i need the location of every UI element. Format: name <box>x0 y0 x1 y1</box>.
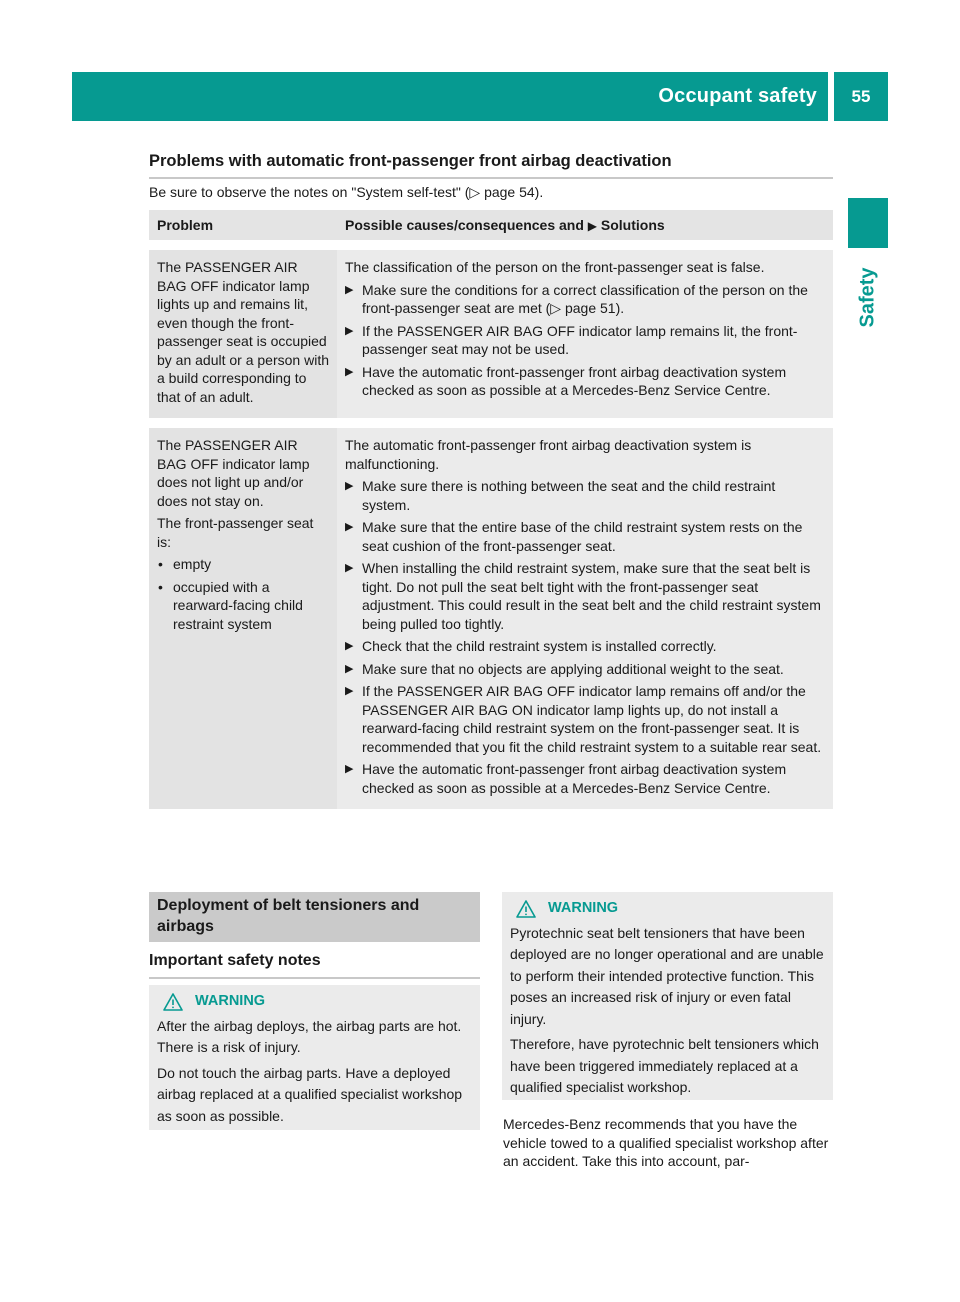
side-tab-marker <box>848 198 888 248</box>
solution-step <box>345 518 827 555</box>
solution-step <box>345 477 827 514</box>
arrow-right-icon: ▶ <box>345 763 354 775</box>
warning-text: Pyrotechnic seat belt tensioners that have been deployed are no longer operational and are unable to perform their intended protective function. This poses an increased risk of injury or even fatal injury. <box>510 924 824 1027</box>
solution-step <box>345 363 827 400</box>
towing-recommendation-text: Mercedes-Benz recommends that you have the vehicle towed to a qualified specialist workshop after an accident. Take this into account, par- <box>503 1116 829 1169</box>
cause-text: The automatic front-passenger front airbag deactivation system is malfunctioning. <box>345 437 752 472</box>
arrow-right-icon: ▶ <box>345 685 354 697</box>
section-title: Problems with automatic front-passenger front airbag deactivation <box>149 152 833 179</box>
solution-step <box>345 760 827 797</box>
list-item <box>157 578 331 634</box>
column-header-problem: Problem <box>157 217 214 233</box>
arrow-right-icon: ▶ <box>345 562 354 574</box>
step-text: Make sure that the entire base of the child restraint system rests on the seat cushion of the front-passenger seat. <box>362 519 803 554</box>
arrow-right-icon: ▶ <box>345 662 354 675</box>
solution-step <box>345 637 827 656</box>
causes-cell <box>337 428 833 809</box>
solution-step <box>345 682 827 756</box>
warning-triangle-icon <box>516 900 536 918</box>
side-tab-label: Safety <box>856 266 879 328</box>
table-row <box>149 250 833 418</box>
bullet-text: empty <box>173 556 212 572</box>
warning-triangle-icon <box>163 993 183 1011</box>
column-header-solutions-text: Solutions <box>600 217 665 233</box>
problems-table <box>149 210 833 809</box>
arrow-right-icon: ▶ <box>345 324 354 337</box>
bullet-text: occupied with a rearward-facing child restraint system <box>173 578 303 632</box>
warning-label: WARNING <box>195 993 266 1009</box>
step-text: Check that the child restraint system is installed correctly. <box>362 638 717 654</box>
header-bar <box>72 72 830 121</box>
column-header-causes <box>337 217 833 233</box>
arrow-right-icon: ▶ <box>345 640 354 652</box>
warning-text: After the airbag deploys, the airbag parts are hot. There is a risk of injury. <box>157 1017 462 1055</box>
arrow-right-icon: ▶ <box>345 521 354 533</box>
solution-step <box>345 559 827 633</box>
page-number-box <box>834 72 888 121</box>
warning-text: Therefore, have pyrotechnic belt tensioners which have been triggered immediately replaced at a qualified specialist workshop. <box>510 1036 819 1095</box>
solution-step <box>345 322 827 359</box>
cause-text: The classification of the person on the front-passenger seat is false. <box>345 259 765 275</box>
arrow-right-icon: ▶ <box>587 219 598 233</box>
causes-cell <box>337 250 833 418</box>
step-text: Have the automatic front-passenger front airbag deactivation system checked as soon as possible at a Mercedes-Benz Service Centre. <box>362 363 787 398</box>
warning-heading <box>510 898 825 920</box>
arrow-right-icon: ▶ <box>345 365 354 378</box>
step-text: Have the automatic front-passenger front airbag deactivation system checked as soon as possible at a Mercedes-Benz Service Centre. <box>362 761 787 796</box>
step-text: Make sure that no objects are applying additional weight to the seat. <box>362 660 784 677</box>
problem-extra-text: The front-passenger seat is: <box>157 515 314 550</box>
warning-heading <box>157 991 472 1013</box>
list-item <box>157 555 331 574</box>
header-divider <box>828 72 830 121</box>
step-text: If the PASSENGER AIR BAG OFF indicator lamp remains off and/or the PASSENGER AIR BAG ON indicator lamp lights up, do not install a rearward-facing child restraint system on the front-passenger seat. It is recommended that you fit the child restraint system to a suitable rear seat. <box>362 683 822 755</box>
step-text: If the PASSENGER AIR BAG OFF indicator lamp remains lit, the front-passenger seat may not be used. <box>362 322 798 357</box>
table-row <box>149 428 833 809</box>
warning-text: Do not touch the airbag parts. Have a deployed airbag replaced at a qualified specialist workshop as soon as possible. <box>157 1064 463 1124</box>
intro-text: Be sure to observe the notes on "System self-test" (▷ page 54). <box>149 184 544 200</box>
chapter-title: Occupant safety <box>658 85 817 107</box>
problem-text: The PASSENGER AIR BAG OFF indicator lamp does not light up and/or does not stay on. <box>157 437 310 509</box>
arrow-right-icon: ▶ <box>345 480 354 492</box>
bullet-icon: • <box>158 556 163 572</box>
step-text: When installing the child restraint system, make sure that the seat belt is tight. Do not pull the seat belt tight with the front-passenger seat adjustment. This could result in the seat belt and the child restraint system being pulled too tightly. <box>362 560 821 632</box>
problem-text: The PASSENGER AIR BAG OFF indicator lamp lights up and remains lit, even though the front-passenger seat is occupied by an adult or a person with a build corresponding to that of an adult. <box>157 259 329 405</box>
bullet-icon: • <box>158 578 163 595</box>
solution-step <box>345 281 827 318</box>
warning-box-airbag <box>149 985 480 1130</box>
warning-label: WARNING <box>548 900 619 916</box>
deployment-heading: Deployment of belt tensioners and airbags <box>149 892 480 942</box>
table-header <box>149 210 833 240</box>
step-text: Make sure there is nothing between the seat and the child restraint system. <box>362 478 776 513</box>
warning-box-belt-tensioners <box>502 892 833 1100</box>
page-number: 55 <box>851 86 871 106</box>
column-header-causes-text: Possible causes/consequences and <box>345 217 584 233</box>
problem-cell <box>149 250 337 418</box>
problem-cell <box>149 428 337 809</box>
arrow-right-icon: ▶ <box>345 283 354 296</box>
important-safety-notes-heading: Important safety notes <box>149 952 480 979</box>
side-tab <box>848 256 888 338</box>
solution-step <box>345 660 827 679</box>
step-text: Make sure the conditions for a correct classification of the person on the front-passenger seat are met (▷ page 51). <box>362 281 808 316</box>
